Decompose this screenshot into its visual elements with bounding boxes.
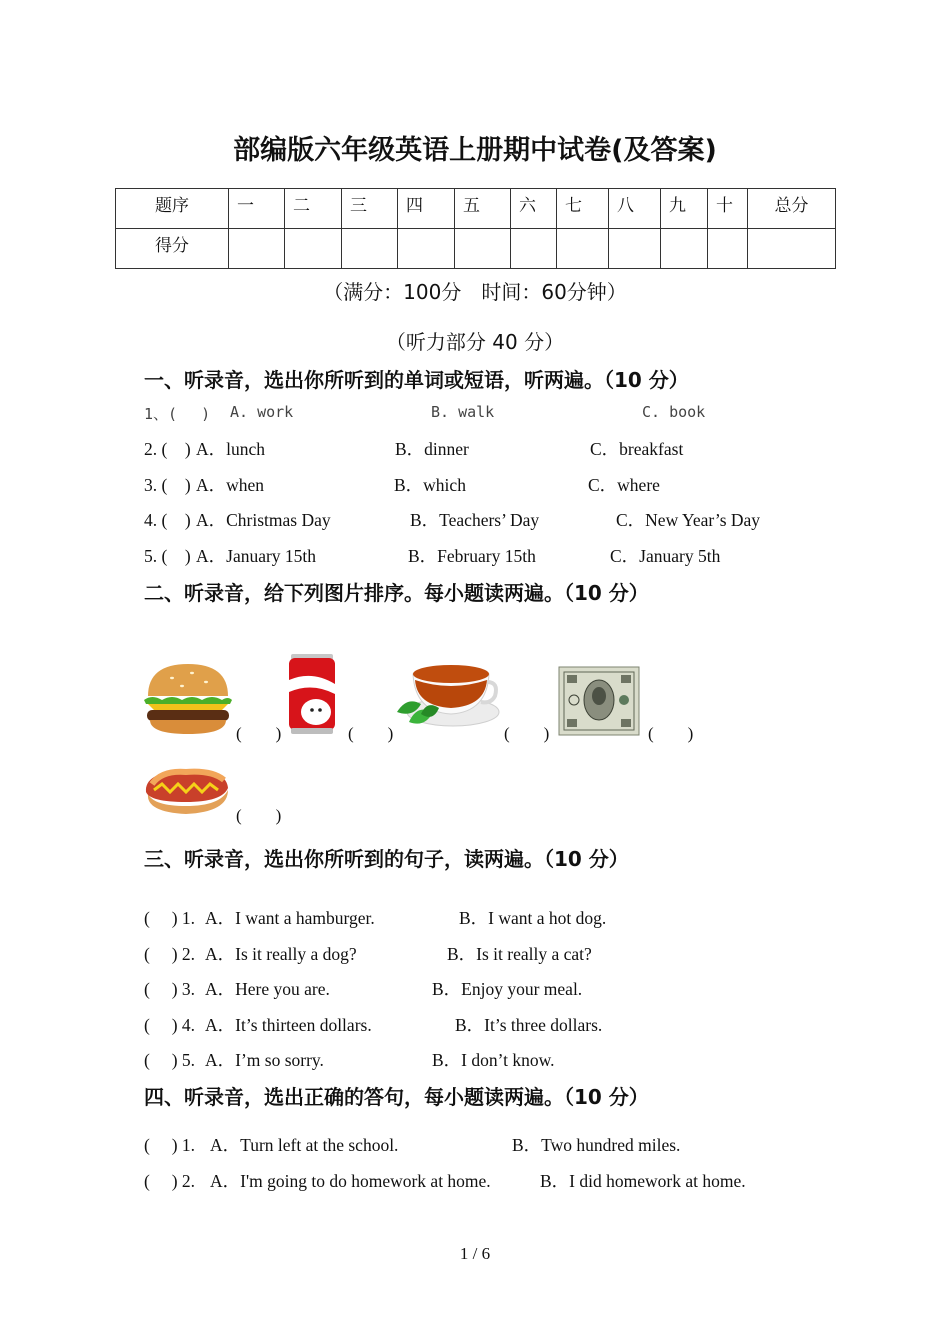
score-header-cell: 七 xyxy=(557,189,609,229)
option-b: B. walk xyxy=(431,403,495,421)
option-a: A．I'm going to do homework at home. xyxy=(210,1171,491,1191)
score-header-cell: 八 xyxy=(609,189,661,229)
score-table-score-row xyxy=(116,229,836,269)
score-table xyxy=(115,188,836,269)
score-cell[interactable] xyxy=(609,229,661,269)
question-number: 5. ( ) xyxy=(144,546,191,566)
option-c: C．breakfast xyxy=(590,439,684,459)
option-b: B．Two hundred miles. xyxy=(512,1135,681,1155)
question-number: ( ) 2. xyxy=(144,1171,196,1191)
score-cell[interactable] xyxy=(398,229,455,269)
question-number: 3. ( ) xyxy=(144,475,191,495)
question-number: ( ) 1. xyxy=(144,1135,196,1155)
option-a: A. work xyxy=(230,403,294,421)
option-a: A．I’m so sorry. xyxy=(205,1050,324,1070)
tea-cup-icon xyxy=(395,656,503,734)
score-cell[interactable] xyxy=(229,229,285,269)
score-header-cell: 十 xyxy=(708,189,748,229)
cola-can-icon xyxy=(286,650,338,736)
question-number: 4. ( ) xyxy=(144,510,191,530)
option-b: B．It’s three dollars. xyxy=(455,1015,603,1035)
score-cell[interactable] xyxy=(511,229,557,269)
section4-heading: 四、听录音，选出正确的答句，每小题读两遍。（10 分） xyxy=(144,1085,649,1109)
option-a: A．Christmas Day xyxy=(196,510,331,530)
score-cell[interactable] xyxy=(342,229,398,269)
score-header-cell: 题序 xyxy=(116,189,229,229)
section1-heading: 一、听录音，选出你所听到的单词或短语，听两遍。（10 分） xyxy=(144,368,689,392)
option-a: A．when xyxy=(196,475,265,495)
option-b: B．Teachers’ Day xyxy=(410,510,540,530)
option-c: C．January 5th xyxy=(610,546,721,566)
score-table-header-row xyxy=(116,189,836,229)
option-b: B．Enjoy your meal. xyxy=(432,979,583,999)
option-b: B．dinner xyxy=(395,439,469,459)
answer-paren: ( ) xyxy=(236,724,282,743)
option-a: A．Turn left at the school. xyxy=(210,1135,399,1155)
score-header-cell: 四 xyxy=(398,189,455,229)
score-header-cell: 一 xyxy=(229,189,285,229)
page-title: 部编版六年级英语上册期中试卷(及答案) xyxy=(233,135,717,166)
option-c: C．New Year’s Day xyxy=(616,510,761,530)
hot-dog-icon xyxy=(142,760,232,818)
answer-paren: ( ) xyxy=(236,806,282,825)
score-header-cell: 五 xyxy=(455,189,511,229)
score-cell[interactable] xyxy=(661,229,708,269)
question-number: ( ) 2. xyxy=(144,944,196,964)
score-cell[interactable] xyxy=(748,229,836,269)
question-number: 2. ( ) xyxy=(144,439,191,459)
score-header-cell: 六 xyxy=(511,189,557,229)
option-a: A．Is it really a dog? xyxy=(205,944,357,964)
section3-heading: 三、听录音，选出你所听到的句子，读两遍。（10 分） xyxy=(144,847,629,871)
option-b: B．I don’t know. xyxy=(432,1050,555,1070)
section2-heading: 二、听录音，给下列图片排序。每小题读两遍。（10 分） xyxy=(144,581,649,605)
score-cell[interactable] xyxy=(708,229,748,269)
question-number: 1、( ) xyxy=(144,405,211,423)
score-header-cell: 总分 xyxy=(748,189,836,229)
score-cell[interactable] xyxy=(455,229,511,269)
option-b: B．which xyxy=(394,475,466,495)
answer-paren: ( ) xyxy=(504,724,550,743)
option-a: A．Here you are. xyxy=(205,979,330,999)
option-a: A．It’s thirteen dollars. xyxy=(205,1015,372,1035)
option-b: B．I want a hot dog. xyxy=(459,908,607,928)
question-number: ( ) 4. xyxy=(144,1015,196,1035)
option-c: C. book xyxy=(642,403,706,421)
score-header-cell: 九 xyxy=(661,189,708,229)
option-a: A．January 15th xyxy=(196,546,317,566)
answer-paren: ( ) xyxy=(648,724,694,743)
exam-info: （满分：100分 时间：60分钟） xyxy=(323,280,627,304)
option-b: B．I did homework at home. xyxy=(540,1171,746,1191)
question-number: ( ) 5. xyxy=(144,1050,196,1070)
listening-header: （听力部分 40 分） xyxy=(385,330,565,354)
option-a: A．I want a hamburger. xyxy=(205,908,375,928)
option-c: C．where xyxy=(588,475,660,495)
option-b: B．Is it really a cat? xyxy=(447,944,592,964)
score-header-cell: 三 xyxy=(342,189,398,229)
answer-paren: ( ) xyxy=(348,724,394,743)
score-header-cell: 二 xyxy=(285,189,342,229)
question-number: ( ) 3. xyxy=(144,979,196,999)
option-b: B．February 15th xyxy=(408,546,536,566)
question-number: ( ) 1. xyxy=(144,908,196,928)
option-a: A．lunch xyxy=(196,439,266,459)
score-row-label: 得分 xyxy=(116,229,229,269)
score-cell[interactable] xyxy=(557,229,609,269)
dollar-bill-icon xyxy=(558,666,640,736)
hamburger-icon xyxy=(142,660,234,738)
score-cell[interactable] xyxy=(285,229,342,269)
page-number: 1 / 6 xyxy=(459,1244,491,1263)
